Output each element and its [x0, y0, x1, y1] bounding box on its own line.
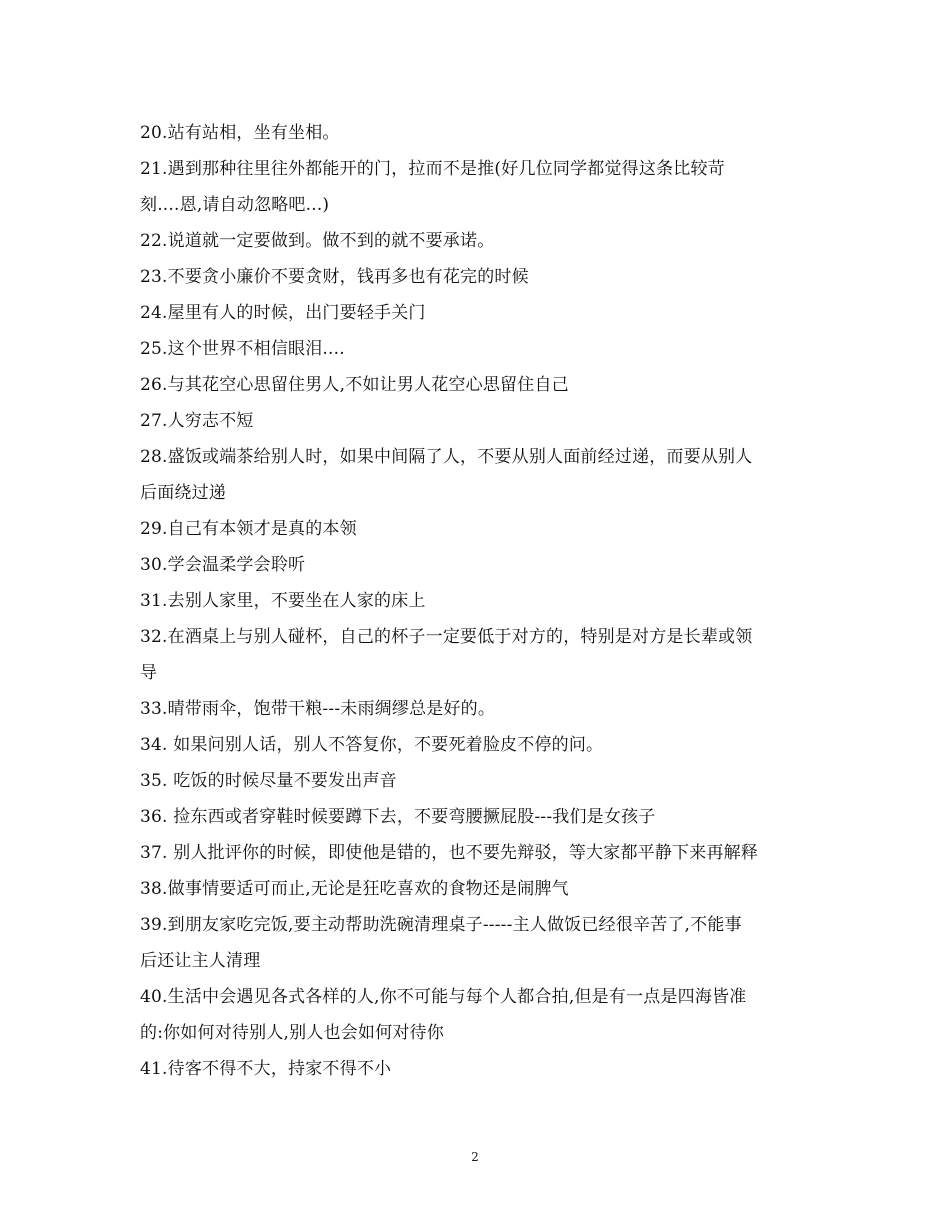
- text-line: 37. 别人批评你的时候，即使他是错的，也不要先辩驳，等大家都平静下来再解释: [140, 843, 759, 863]
- text-line: 36. 捡东西或者穿鞋时候要蹲下去，不要弯腰撅屁股---我们是女孩子: [140, 807, 656, 827]
- text-line: 34. 如果问别人话，别人不答复你，不要死着脸皮不停的问。: [140, 735, 604, 755]
- text-line: 20.站有站相，坐有坐相。: [140, 123, 340, 143]
- text-line: 23.不要贪小廉价不要贪财，钱再多也有花完的时候: [140, 267, 529, 287]
- text-line: 35. 吃饭的时候尽量不要发出声音: [140, 771, 397, 791]
- text-line: 30.学会温柔学会聆听: [140, 555, 306, 575]
- text-line: 22.说道就一定要做到。做不到的就不要承诺。: [140, 231, 495, 251]
- page-number: 2: [471, 1150, 479, 1164]
- text-line: 39.到朋友家吃完饭,要主动帮助洗碗清理桌子-----主人做饭已经很辛苦了,不能事: [140, 915, 742, 935]
- text-line: 刻....恩,请自动忽略吧...): [140, 195, 330, 215]
- text-line: 后还让主人清理: [140, 951, 261, 971]
- text-line: 27.人穷志不短: [140, 411, 254, 431]
- text-line: 41.待客不得不大，持家不得不小: [140, 1059, 392, 1079]
- text-line: 21.遇到那种往里往外都能开的门，拉而不是推(好几位同学都觉得这条比较苛: [140, 159, 725, 179]
- text-line: 24.屋里有人的时候，出门要轻手关门: [140, 303, 426, 323]
- text-line: 33.晴带雨伞，饱带干粮---未雨绸缪总是好的。: [140, 699, 496, 719]
- text-line: 28.盛饭或端茶给别人时，如果中间隔了人，不要从别人面前经过递，而要从别人: [140, 447, 753, 467]
- text-line: 的:你如何对待别人,别人也会如何对待你: [140, 1023, 444, 1043]
- text-line: 29.自己有本领才是真的本领: [140, 519, 357, 539]
- text-line: 40.生活中会遇见各式各样的人,你不可能与每个人都合拍,但是有一点是四海皆准: [140, 987, 747, 1007]
- text-line: 导: [140, 663, 158, 683]
- text-line: 26.与其花空心思留住男人,不如让男人花空心思留住自己: [140, 375, 569, 395]
- text-line: 38.做事情要适可而止,无论是狂吃喜欢的食物还是闹脾气: [140, 879, 569, 899]
- text-line: 31.去别人家里，不要坐在人家的床上: [140, 591, 426, 611]
- document-body: [140, 115, 820, 1087]
- text-line: 后面绕过递: [140, 483, 226, 503]
- text-line: 32.在酒桌上与别人碰杯，自己的杯子一定要低于对方的，特别是对方是长辈或领: [140, 627, 753, 647]
- text-line: 25.这个世界不相信眼泪....: [140, 339, 345, 359]
